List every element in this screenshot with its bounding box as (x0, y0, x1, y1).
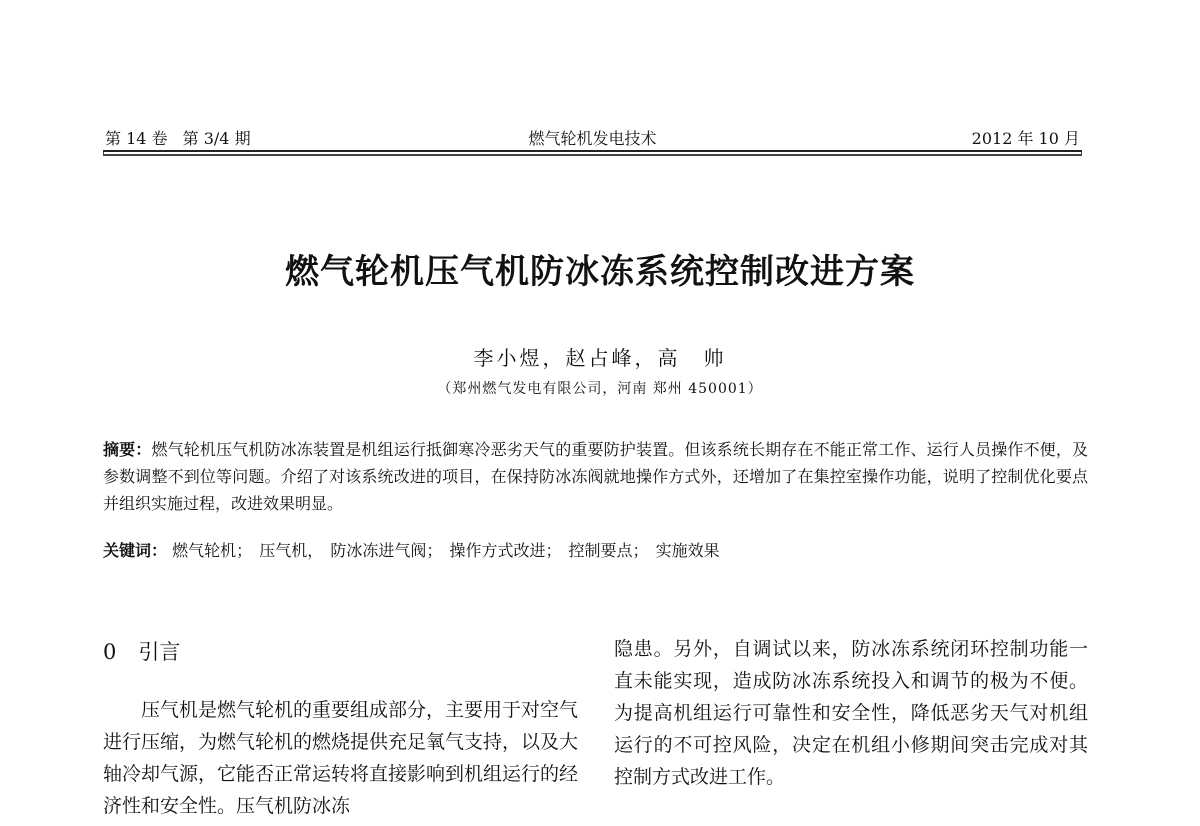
keyword: 燃气轮机； (172, 541, 253, 560)
keyword: 实施效果 (655, 541, 720, 560)
body-paragraph-right: 隐患。另外，自调试以来，防冰冻系统闭环控制功能一直未能实现，造成防冰冻系统投入和调节的极为不便。为提高机组运行可靠性和安全性，降低恶劣天气对机组运行的不可控风险，决定在机组小修期间突击完成对其控制方式改进工作。 (614, 638, 1088, 788)
section-title: 引言 (138, 640, 181, 664)
author-affiliation: （郑州燃气发电有限公司，河南 郑州 450001） (437, 381, 763, 397)
section-number: 0 (103, 640, 117, 664)
keyword: 防冰冻进气阀； (330, 541, 443, 560)
abstract-label: 摘要： (103, 440, 152, 459)
journal-name: 燃气轮机发电技术 (528, 129, 657, 148)
keywords-label: 关键词： (103, 541, 168, 560)
keyword: 压气机， (259, 541, 324, 560)
right-column (614, 633, 1088, 793)
abstract-text: 燃气轮机压气机防冰冻装置是机组运行抵御寒冷恶劣天气的重要防护装置。但该系统长期存在不能正常工作、运行人员操作不便，及参数调整不到位等问题。介绍了对该系统改进的项目，在保持防冰冻阀就地操作方式外，还增加了在集控室操作功能，说明了控制优化要点并组织实施过程，改进效果明显。 (103, 440, 1088, 513)
running-header (103, 124, 1082, 152)
issue-date: 2012 年 10 月 (971, 129, 1080, 148)
keyword: 控制要点； (568, 541, 649, 560)
keywords (103, 537, 1088, 564)
keyword: 操作方式改进； (449, 541, 562, 560)
body-paragraph-left: 压气机是燃气轮机的重要组成部分，主要用于对空气进行压缩，为燃气轮机的燃烧提供充足氧气支持，以及大轴冷却气源，它能否正常运转将直接影响到机组运行的经济性和安全性。压气机防冰冻 (103, 699, 579, 817)
volume-label: 第 14 卷 (105, 129, 168, 148)
issue-label: 第 3/4 期 (182, 129, 251, 148)
section-heading (103, 636, 578, 664)
left-column (103, 636, 578, 822)
abstract (103, 436, 1088, 517)
author-list: 李小煜，赵占峰，高 帅 (473, 346, 727, 370)
paper-title: 燃气轮机压气机防冰冻系统控制改进方案 (285, 252, 915, 292)
